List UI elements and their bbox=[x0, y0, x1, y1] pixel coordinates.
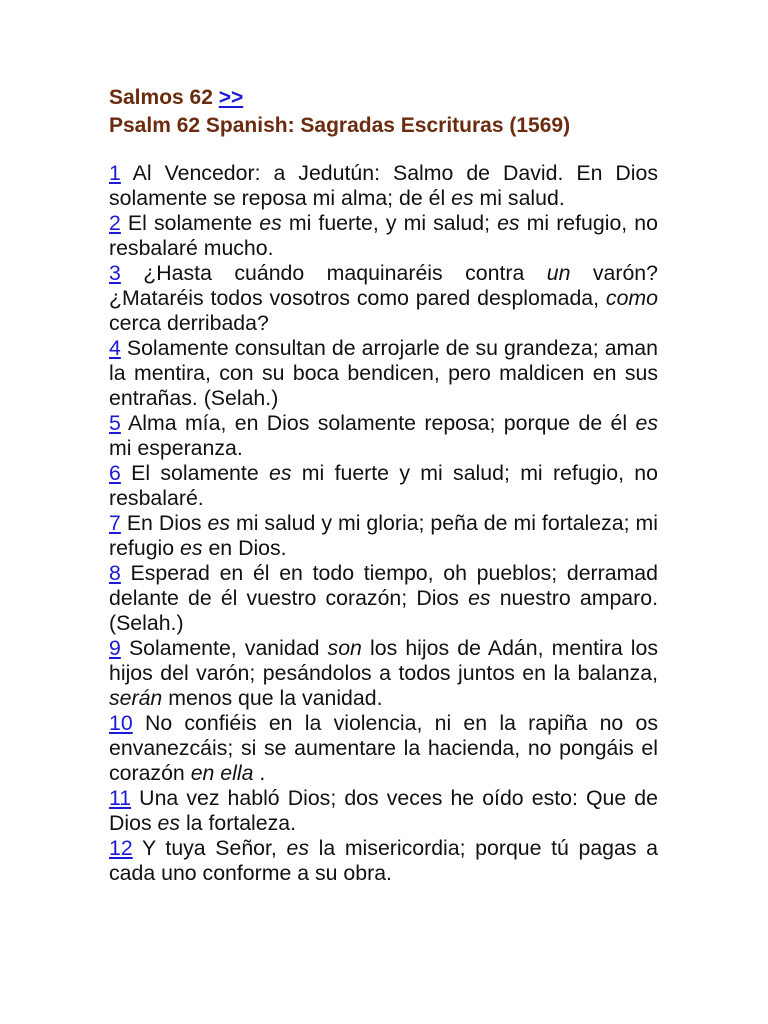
document-page bbox=[109, 84, 658, 886]
verse-8 bbox=[109, 561, 658, 636]
verse-5 bbox=[109, 411, 658, 461]
verse-italic-text: es bbox=[497, 211, 520, 235]
verse-list bbox=[109, 161, 658, 886]
verse-2 bbox=[109, 211, 658, 261]
verse-text: varón? ¿Mataréis todos vosotros como pared desplomada, bbox=[109, 261, 658, 310]
verse-text: cerca derribada? bbox=[109, 311, 269, 335]
verse-text: El solamente bbox=[120, 461, 269, 485]
verse-6 bbox=[109, 461, 658, 511]
verse-text: los hijos de Adán, mentira los hijos del varón; pesándolos a todos juntos en la balanza, bbox=[109, 636, 659, 685]
verse-number-link[interactable]: 10 bbox=[109, 711, 133, 735]
verse-text: Solamente, vanidad bbox=[120, 636, 328, 660]
verse-text: Solamente consultan de arrojarle de su grandeza; aman la mentira, con su boca bendicen, pero maldicen en sus entrañas. (Selah.) bbox=[109, 336, 658, 410]
verse-7 bbox=[109, 511, 658, 561]
verse-text: mi salud. bbox=[473, 186, 565, 210]
verse-4 bbox=[109, 336, 658, 411]
verse-text: Alma mía, en Dios solamente reposa; porque de él bbox=[120, 411, 636, 435]
heading-block bbox=[109, 84, 658, 140]
verse-text: mi salud y mi gloria; peña de mi fortaleza; mi refugio bbox=[109, 511, 658, 560]
verse-9 bbox=[109, 636, 658, 711]
verse-1 bbox=[109, 161, 658, 211]
verse-italic-text: es bbox=[180, 536, 203, 560]
verse-text: No confiéis en la violencia, ni en la rapiña no os envanezcáis; si se aumentare la hacienda, no pongáis el corazón bbox=[109, 711, 658, 785]
verse-number-link[interactable]: 9 bbox=[109, 636, 121, 660]
verse-12 bbox=[109, 836, 658, 886]
verse-text: la fortaleza. bbox=[180, 811, 297, 835]
verse-italic-text: es bbox=[157, 811, 181, 835]
next-chapter-link[interactable]: >> bbox=[218, 86, 244, 109]
verse-italic-text: es bbox=[468, 586, 491, 610]
verse-text: Y tuya Señor, bbox=[132, 836, 287, 860]
verse-text: mi fuerte y mi salud; mi refugio, no resbalaré. bbox=[109, 461, 658, 510]
verse-text: nuestro amparo. (Selah.) bbox=[109, 586, 659, 635]
verse-text: El solamente bbox=[120, 211, 260, 235]
verse-italic-text: como bbox=[605, 286, 658, 310]
page-subtitle: Psalm 62 Spanish: Sagradas Escrituras (1569) bbox=[109, 114, 571, 137]
verse-text: En Dios bbox=[120, 511, 208, 535]
verse-text: mi fuerte, y mi salud; bbox=[281, 211, 498, 235]
verse-number-link[interactable]: 5 bbox=[109, 411, 121, 435]
verse-italic-text: es bbox=[451, 186, 474, 210]
verse-text: mi refugio, no resbalaré mucho. bbox=[109, 211, 658, 260]
verse-text: Una vez habló Dios; dos veces he oído esto: Que de Dios bbox=[109, 786, 658, 835]
verse-italic-text: es bbox=[207, 511, 230, 535]
verse-text: ¿Hasta cuándo maquinaréis contra bbox=[120, 261, 547, 285]
verse-number-link[interactable]: 11 bbox=[109, 786, 132, 810]
verse-italic-text: es bbox=[259, 211, 282, 235]
verse-number-link[interactable]: 1 bbox=[109, 161, 121, 185]
verse-text: mi esperanza. bbox=[109, 436, 243, 460]
verse-text: Esperad en él en todo tiempo, oh pueblos; derramad delante de él vuestro corazón; Dios bbox=[109, 561, 658, 610]
verse-number-link[interactable]: 7 bbox=[109, 511, 121, 535]
verse-3 bbox=[109, 261, 658, 336]
title-line bbox=[109, 84, 658, 112]
verse-text: . bbox=[253, 761, 266, 785]
verse-number-link[interactable]: 12 bbox=[109, 836, 133, 860]
verse-text: menos que la vanidad. bbox=[162, 686, 383, 710]
verse-11 bbox=[109, 786, 658, 836]
verse-text: Al Vencedor: a Jedutún: Salmo de David. En Dios solamente se reposa mi alma; de él bbox=[109, 161, 658, 210]
verse-text: en Dios. bbox=[202, 536, 287, 560]
verse-number-link[interactable]: 6 bbox=[109, 461, 121, 485]
verse-italic-text: un bbox=[546, 261, 571, 285]
verse-text: la misericordia; porque tú pagas a cada uno conforme a su obra. bbox=[109, 836, 658, 885]
verse-italic-text: son bbox=[327, 636, 362, 660]
verse-italic-text: es bbox=[286, 836, 309, 860]
verse-number-link[interactable]: 3 bbox=[109, 261, 121, 285]
verse-italic-text: en ella bbox=[190, 761, 254, 785]
verse-italic-text: es bbox=[268, 461, 292, 485]
verse-number-link[interactable]: 2 bbox=[109, 211, 121, 235]
verse-number-link[interactable]: 8 bbox=[109, 561, 121, 585]
verse-italic-text: es bbox=[635, 411, 658, 435]
verse-italic-text: serán bbox=[109, 686, 163, 710]
verse-number-link[interactable]: 4 bbox=[109, 336, 121, 360]
verse-10 bbox=[109, 711, 658, 786]
page-title: Salmos 62 bbox=[109, 86, 213, 109]
